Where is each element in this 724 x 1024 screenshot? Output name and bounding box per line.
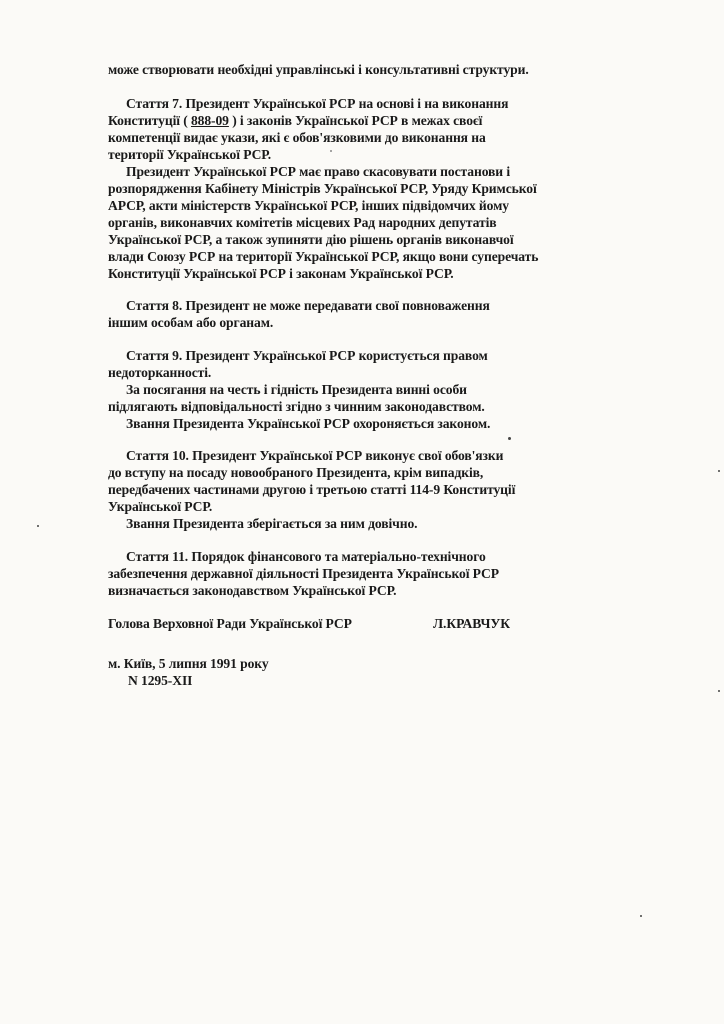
article-8-line-1: Стаття 8. Президент не може передавати свої повноваження [126,298,490,313]
article-7-p2-line-6: влади Союзу РСР на території Української РСР, якщо вони суперечать [108,249,539,264]
article-8-line-2: іншим особам або органам. [108,315,274,330]
article-10-label: Стаття 10. [126,448,189,463]
article-9-line-4: підлягають відповідальності згідно з чинним законодавством. [108,399,485,414]
article-11-line-3: визначається законодавством Української РСР. [108,583,397,598]
scan-speck [37,525,39,527]
article-11-label: Стаття 11. [126,549,189,564]
constitution-link[interactable]: 888-09 [190,113,229,128]
scan-speck [330,150,332,152]
article-11-line-1: Стаття 11. Порядок фінансового та матеріально-технічного [126,549,486,564]
article-9-line-2: недоторканності. [108,365,212,380]
article-10-line-2: до вступу на посаду новообраного Президента, крім випадків, [108,465,484,480]
place-date: м. Київ, 5 липня 1991 року [108,656,269,671]
document-number: N 1295-XII [128,673,193,688]
article-8-label: Стаття 8. [126,298,183,313]
article-9-label: Стаття 9. [126,348,183,363]
article-10-line-3: передбачених частинами другою і третьою статті 114-9 Конституції [108,482,516,497]
scan-speck [718,690,720,692]
signature-name: Л.КРАВЧУК [433,616,511,631]
scan-speck [508,437,511,440]
article-7-p2-line-5: Української РСР, а також зупиняти дію рішень органів виконавчої [108,232,514,247]
signature-position: Голова Верховної Ради Української РСР [108,616,352,631]
article-9-line-5: Звання Президента Української РСР охороняється законом. [126,416,491,431]
article-7-line-1: Стаття 7. Президент Української РСР на основі і на виконання [126,96,509,111]
article-10-line-5: Звання Президента зберігається за ним довічно. [126,516,418,531]
article-7-p2-line-1: Президент Української РСР має право скасовувати постанови і [126,164,511,179]
article-7-line-4: території Української РСР. [108,147,272,162]
article-9-line-3: За посягання на честь і гідність Президента винні особи [126,382,467,397]
article-7-label: Стаття 7. [126,96,183,111]
article-7-p2-line-2: розпорядження Кабінету Міністрів Української РСР, Уряду Кримської [108,181,537,196]
scan-speck [640,915,642,917]
article-9-line-1: Стаття 9. Президент Української РСР користується правом [126,348,488,363]
article-7-p2-line-4: органів, виконавчих комітетів місцевих Рад народних депутатів [108,215,497,230]
article-7-p2-line-3: АРСР, акти міністерств Української РСР, інших підвідомчих йому [108,198,509,213]
article-7-line-2: Конституції ( 888-09 ) і законів Української РСР в межах своєї [108,113,483,128]
intro-line: може створювати необхідні управлінські і консультативні структури. [108,62,529,77]
article-7-line-3: компетенції видає укази, які є обов'язковими до виконання на [108,130,486,145]
article-11-line-2: забезпечення державної діяльності Президента Української РСР [108,566,499,581]
article-10-line-4: Української РСР. [108,499,213,514]
article-10-line-1: Стаття 10. Президент Української РСР виконує свої обов'язки [126,448,504,463]
article-7-p2-line-7: Конституції Української РСР і законам Української РСР. [108,266,454,281]
scan-speck [718,470,720,472]
